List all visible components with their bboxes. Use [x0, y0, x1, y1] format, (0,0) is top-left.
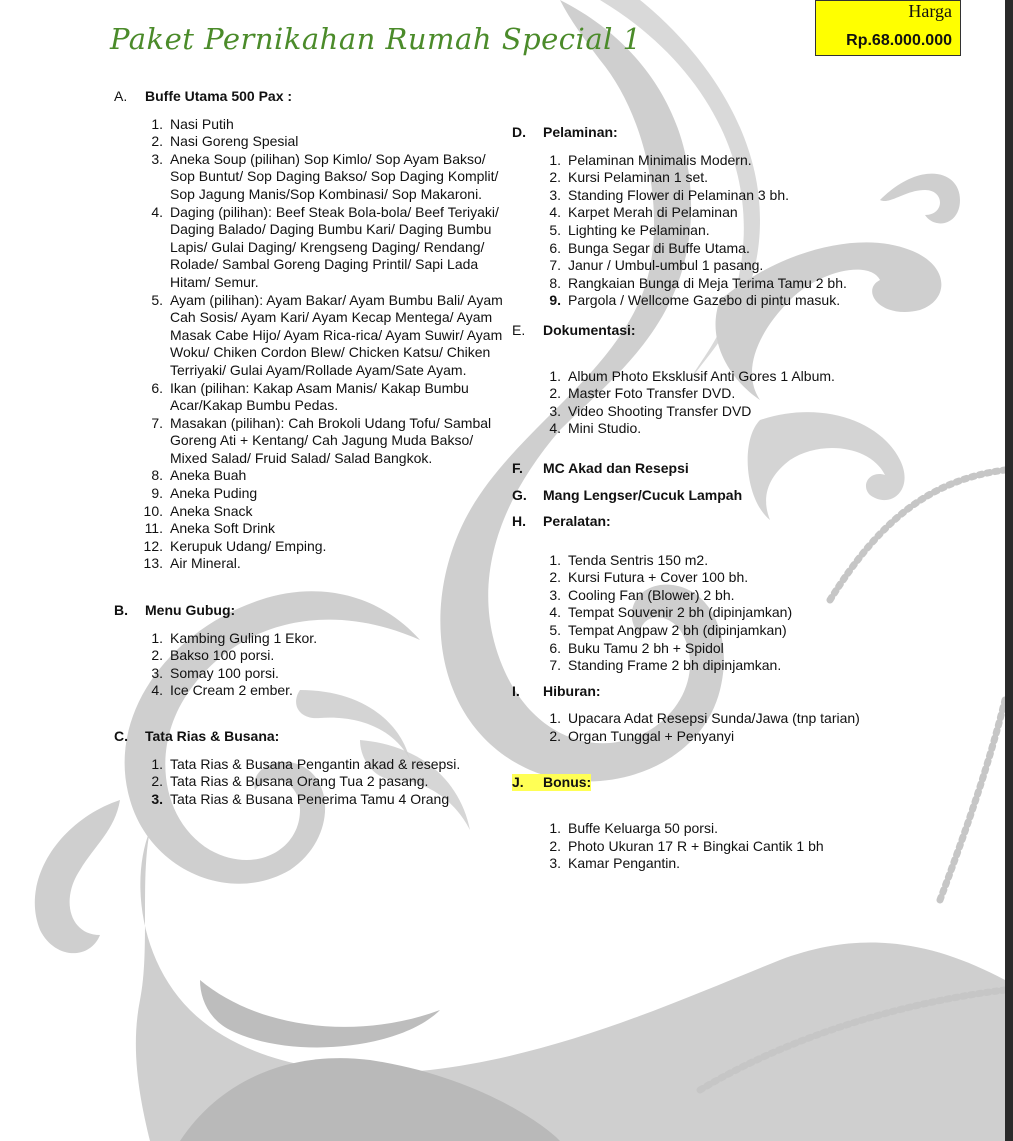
item-text: Ice Cream 2 ember. [170, 682, 293, 699]
section-letter: A. [114, 88, 128, 104]
section-letter: B. [114, 602, 128, 619]
item-number: 10. [143, 502, 163, 519]
list-item [512, 640, 902, 658]
item-text: Kursi Pelaminan 1 set. [568, 169, 709, 186]
section-heading [512, 460, 902, 478]
item-text: Tenda Sentris 150 m2. [568, 551, 709, 568]
item-number: 3. [549, 186, 561, 203]
section-title: Buffe Utama 500 Pax : [145, 88, 293, 104]
list-item [512, 403, 902, 421]
item-text: Buffe Keluarga 50 porsi. [568, 820, 718, 837]
section-title: Mang Lengser/Cucuk Lampah [543, 486, 743, 503]
item-text: Photo Ukuran 17 R + Bingkai Cantik 1 bh [568, 837, 824, 854]
list-item [512, 222, 902, 240]
section-letter: H. [512, 513, 526, 530]
item-list [512, 820, 902, 873]
section-g [512, 487, 902, 505]
list-item [512, 152, 902, 170]
list-item [114, 647, 504, 665]
list-item [512, 657, 902, 675]
item-number: 5. [151, 291, 163, 308]
item-number: 8. [151, 467, 163, 484]
list-item [114, 773, 504, 791]
item-text: Organ Tunggal + Penyanyi [568, 728, 735, 745]
list-item [114, 415, 504, 468]
item-number: 4. [151, 203, 163, 220]
section-letter: D. [512, 124, 526, 140]
section-heading [512, 774, 902, 792]
item-list [512, 552, 902, 675]
item-list [114, 116, 504, 573]
item-list [114, 756, 504, 809]
list-item [512, 820, 902, 838]
item-number: 4. [151, 682, 163, 699]
item-number: 4. [549, 204, 561, 221]
list-item [114, 520, 504, 538]
item-text: Kamar Pengantin. [568, 855, 681, 872]
list-item [512, 420, 902, 438]
item-number: 3. [151, 664, 163, 681]
item-number: 2. [151, 133, 163, 150]
section-title: Pelaminan: [543, 124, 618, 140]
item-text: Ayam (pilihan): Ayam Bakar/ Ayam Bumbu Bali/ Ayam Cah Sosis/ Ayam Kari/ Ayam Kecap Mentega/ Ayam Masak Cabe Hijo/ Ayam Rica-rica/ Ayam Suwir/ Ayam Woku/ Chiken Cordon Blew/ Chicken Katsu/ Chiken Terriyaki/ Gulai Ayam/Rollade Ayam/Sate Ayam. [170, 291, 503, 378]
item-number: 6. [549, 639, 561, 656]
section-heading [114, 602, 504, 620]
item-text: Buku Tamu 2 bh + Spidol [568, 639, 724, 656]
section-title: Peralatan: [543, 513, 611, 530]
item-text: Aneka Buah [170, 467, 247, 484]
item-text: Nasi Goreng Spesial [170, 133, 299, 150]
list-item [114, 503, 504, 521]
item-number: 1. [549, 710, 561, 727]
list-item [512, 552, 902, 570]
item-number: 2. [549, 169, 561, 186]
item-text: Janur / Umbul-umbul 1 pasang. [568, 257, 764, 274]
item-number: 11. [144, 520, 163, 537]
item-text: Tata Rias & Busana Orang Tua 2 pasang. [170, 773, 429, 790]
list-item [512, 187, 902, 205]
item-text: Tempat Souvenir 2 bh (dipinjamkan) [568, 604, 793, 621]
item-number: 2. [549, 569, 561, 586]
item-text: Master Foto Transfer DVD. [568, 385, 736, 402]
item-text: Kerupuk Udang/ Emping. [170, 537, 327, 554]
section-d [512, 124, 902, 310]
item-list [512, 710, 902, 745]
section-i [512, 683, 902, 746]
item-number: 3. [549, 586, 561, 603]
section-letter: F. [512, 459, 523, 476]
list-item [114, 467, 504, 485]
item-text: Masakan (pilihan): Cah Brokoli Udang Tofu/ Sambal Goreng Ati + Kentang/ Cah Jagung Muda Bakso/ Mixed Salad/ Fruid Salad/ Salad Bangkok. [170, 414, 492, 466]
list-item [512, 385, 902, 403]
item-number: 4. [549, 604, 561, 621]
list-item [512, 368, 902, 386]
item-number: 8. [549, 274, 561, 291]
section-title: Hiburan: [543, 682, 601, 699]
item-number: 1. [549, 551, 561, 568]
list-item [512, 275, 902, 293]
item-number: 1. [549, 151, 561, 168]
list-item [114, 791, 504, 809]
item-text: Kambing Guling 1 Ekor. [170, 629, 318, 646]
section-heading [512, 124, 902, 142]
item-text: Aneka Soup (pilihan) Sop Kimlo/ Sop Ayam Bakso/ Sop Buntut/ Sop Daging Bakso/ Sop Daging Komplit/ Sop Jagung Manis/Sop Kombinasi/ Sop Makaroni. [170, 150, 499, 202]
item-number: 2. [549, 728, 561, 745]
item-text: Mini Studio. [568, 420, 642, 437]
page-edge-shadow [1005, 0, 1013, 1141]
item-text: Tempat Angpaw 2 bh (dipinjamkan) [568, 622, 787, 639]
item-number: 7. [549, 257, 561, 274]
item-text: Lighting ke Pelaminan. [568, 221, 710, 238]
item-number: 1. [549, 820, 561, 837]
list-item [512, 292, 902, 310]
section-h [512, 513, 902, 675]
item-text: Rangkaian Bunga di Meja Terima Tamu 2 bh. [568, 274, 847, 291]
item-text: Album Photo Eksklusif Anti Gores 1 Album. [568, 367, 835, 384]
section-heading [114, 728, 504, 746]
item-text: Air Mineral. [170, 555, 241, 572]
list-item [512, 855, 902, 873]
item-text: Standing Frame 2 bh dipinjamkan. [568, 657, 782, 674]
item-number: 1. [151, 629, 163, 646]
item-number: 2. [549, 385, 561, 402]
list-item [512, 240, 902, 258]
price-label: Harga [908, 1, 952, 21]
item-number: 4. [549, 420, 561, 437]
section-j [512, 774, 902, 873]
section-heading [512, 683, 902, 701]
section-letter: J. [512, 773, 524, 790]
section-letter: C. [114, 728, 128, 744]
section-heading [114, 88, 504, 106]
item-text: Bakso 100 porsi. [170, 647, 275, 664]
item-text: Ikan (pilihan: Kakap Asam Manis/ Kakap Bumbu Acar/Kakap Bumbu Pedas. [170, 379, 469, 414]
item-list [512, 368, 902, 438]
section-e [512, 322, 902, 438]
list-item [114, 380, 504, 415]
item-number: 3. [549, 402, 561, 419]
list-item [512, 204, 902, 222]
item-text: Upacara Adat Resepsi Sunda/Jawa (tnp tarian) [568, 710, 860, 727]
item-number: 7. [151, 414, 163, 431]
item-number: 5. [549, 221, 561, 238]
item-number: 3. [151, 790, 163, 807]
right-column [512, 124, 902, 873]
item-text: Pargola / Wellcome Gazebo di pintu masuk. [568, 292, 841, 309]
item-list [512, 152, 902, 310]
item-text: Video Shooting Transfer DVD [568, 402, 752, 419]
price-value: Rp.68.000.000 [846, 32, 952, 49]
section-heading [512, 322, 902, 340]
list-item [114, 555, 504, 573]
price-box [815, 0, 961, 56]
section-letter: E. [512, 321, 526, 338]
list-item [512, 838, 902, 856]
section-title: Bonus: [543, 773, 592, 790]
list-item [512, 728, 902, 746]
list-item [114, 756, 504, 774]
item-text: Cooling Fan (Blower) 2 bh. [568, 586, 735, 603]
item-text: Aneka Puding [170, 485, 258, 502]
item-text: Bunga Segar di Buffe Utama. [568, 239, 750, 256]
list-item [114, 292, 504, 380]
item-number: 3. [549, 855, 561, 872]
list-item [512, 622, 902, 640]
item-number: 9. [549, 292, 561, 309]
item-number: 12. [143, 537, 163, 554]
item-number: 6. [549, 239, 561, 256]
list-item [114, 133, 504, 151]
section-letter: G. [512, 486, 527, 503]
item-text: Daging (pilihan): Beef Steak Bola-bola/ Beef Teriyaki/ Daging Balado/ Daging Bumbu Kari/ Daging Bumbu Lapis/ Gulai Daging/ Krengseng Daging/ Rendang/ Rolade/ Sambal Goreng Daging Printil/ Sapi Lada Hitam/ Semur. [170, 203, 499, 290]
item-text: Kursi Futura + Cover 100 bh. [568, 569, 749, 586]
list-item [114, 665, 504, 683]
section-title: Dokumentasi: [543, 321, 636, 338]
item-text: Pelaminan Minimalis Modern. [568, 151, 752, 168]
item-text: Aneka Soft Drink [170, 520, 276, 537]
list-item [114, 630, 504, 648]
item-number: 7. [549, 657, 561, 674]
list-item [114, 116, 504, 134]
item-number: 5. [549, 622, 561, 639]
item-number: 13. [143, 555, 163, 572]
section-c [114, 728, 504, 808]
item-text: Tata Rias & Busana Penerima Tamu 4 Orang [170, 790, 450, 807]
section-title: MC Akad dan Resepsi [543, 459, 689, 476]
list-item [512, 257, 902, 275]
list-item [114, 538, 504, 556]
section-letter: I. [512, 682, 520, 699]
left-column [114, 88, 504, 808]
item-number: 2. [151, 647, 163, 664]
page-title: Paket Pernikahan Rumah Special 1 [110, 22, 642, 56]
section-a [114, 88, 504, 573]
list-item [114, 204, 504, 292]
item-text: Aneka Snack [170, 502, 253, 519]
section-b [114, 602, 504, 700]
list-item [512, 710, 902, 728]
item-number: 2. [549, 837, 561, 854]
section-title: Tata Rias & Busana: [145, 728, 280, 744]
list-item [114, 151, 504, 204]
item-text: Karpet Merah di Pelaminan [568, 204, 738, 221]
item-number: 1. [549, 367, 561, 384]
item-text: Somay 100 porsi. [170, 664, 279, 681]
list-item [512, 604, 902, 622]
item-number: 6. [151, 379, 163, 396]
item-text: Nasi Putih [170, 115, 234, 132]
item-text: Standing Flower di Pelaminan 3 bh. [568, 186, 790, 203]
section-f [512, 460, 902, 478]
item-number: 2. [151, 773, 163, 790]
bonus-highlight [512, 774, 591, 792]
section-heading [512, 513, 902, 531]
item-number: 9. [151, 485, 163, 502]
list-item [512, 569, 902, 587]
item-list [114, 630, 504, 700]
section-title: Menu Gubug: [145, 602, 236, 619]
item-number: 3. [151, 150, 163, 167]
item-number: 1. [151, 115, 163, 132]
list-item [114, 485, 504, 503]
list-item [114, 682, 504, 700]
item-text: Tata Rias & Busana Pengantin akad & resepsi. [170, 755, 461, 772]
list-item [512, 587, 902, 605]
section-heading [512, 487, 902, 505]
list-item [512, 169, 902, 187]
item-number: 1. [151, 755, 163, 772]
